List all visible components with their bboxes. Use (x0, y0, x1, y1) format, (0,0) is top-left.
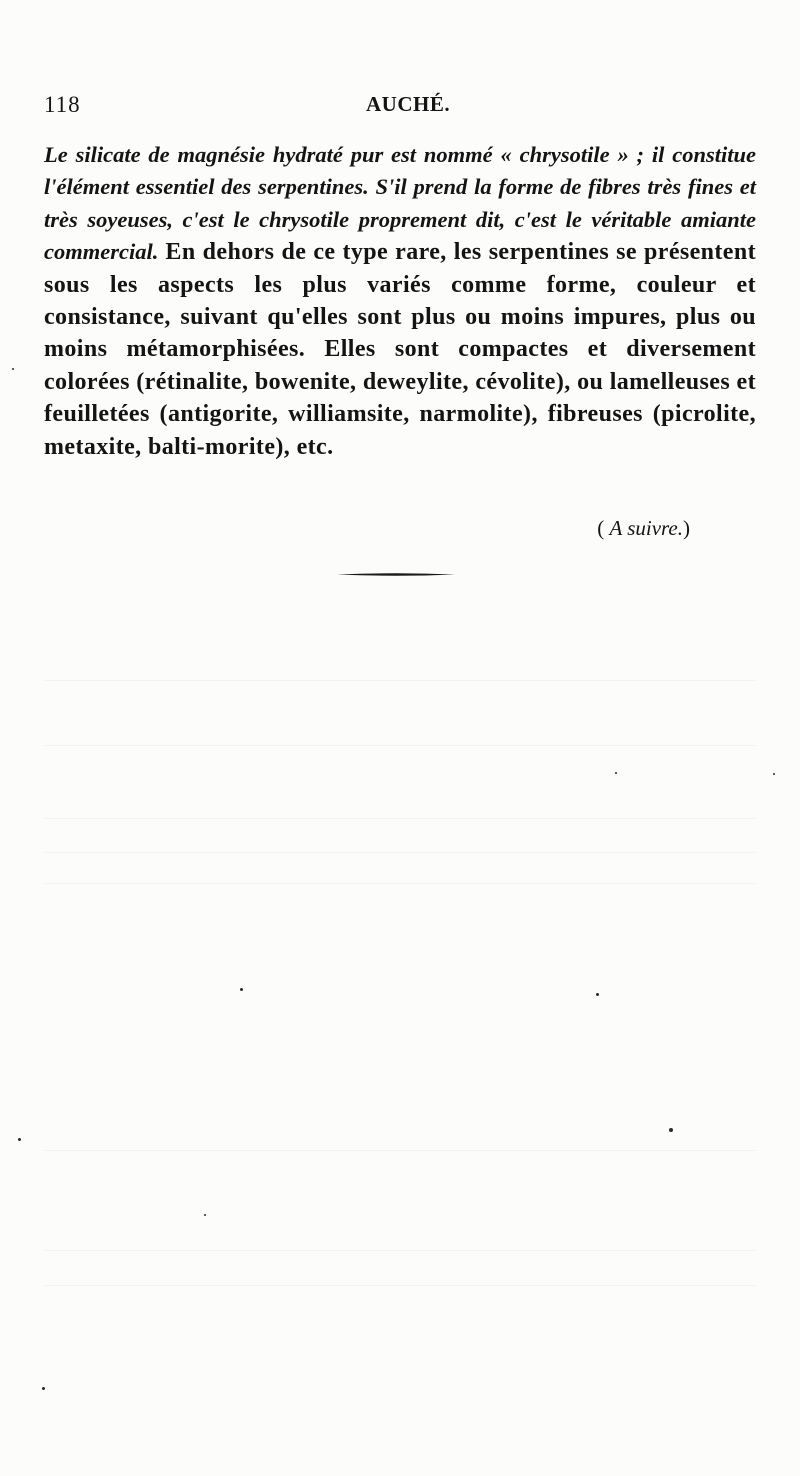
show-through-line (44, 818, 756, 819)
continuation-close-paren: ) (683, 516, 690, 540)
show-through-line (44, 1250, 756, 1251)
show-through-line (44, 852, 756, 853)
italic-definition-text: Le silicate de magnésie hydraté pur est nommé « chrysotile » ; il constitue l'élément essentiel des serpentines. S'il prend la forme de fibres très fines et très soyeuses, c'est le chrysotile proprement dit, c'est le véritable amiante commercial. (44, 142, 756, 265)
roman-body-text: En dehors de ce type rare, les serpentines se présentent sous les aspects les plus variés comme forme, couleur et consistance, suivant qu'elles sont plus ou moins impures, plus ou moins métamorphisées. Elles sont compactes et diversement colorées (rétinalite, bowenite, deweylite, cévolite), ou lamelleuses et feuilletées (antigorite, williamsite, narmolite), fibreuses (picrolite, metaxite, balti-morite), etc. (44, 239, 756, 460)
continuation-open-paren: ( (597, 516, 605, 540)
scan-speck (18, 1138, 21, 1141)
page-number: 118 (44, 92, 81, 117)
section-end-rule (337, 572, 455, 577)
show-through-line (44, 883, 756, 884)
scan-speck (773, 773, 775, 775)
show-through-line (44, 745, 756, 746)
body-paragraph (44, 139, 756, 463)
page-header (44, 92, 756, 122)
scan-speck (240, 988, 243, 991)
scan-speck (596, 993, 599, 996)
scan-speck (42, 1387, 45, 1390)
show-through-line (44, 680, 756, 681)
show-through-line (44, 1150, 756, 1151)
scan-speck (615, 772, 617, 774)
continuation-note (597, 516, 690, 541)
scan-speck (204, 1214, 206, 1216)
show-through-line (44, 1285, 756, 1286)
scan-speck (669, 1128, 673, 1132)
running-head: AUCHÉ. (366, 92, 451, 116)
scan-speck (12, 368, 14, 370)
continuation-text: A suivre. (609, 516, 683, 540)
